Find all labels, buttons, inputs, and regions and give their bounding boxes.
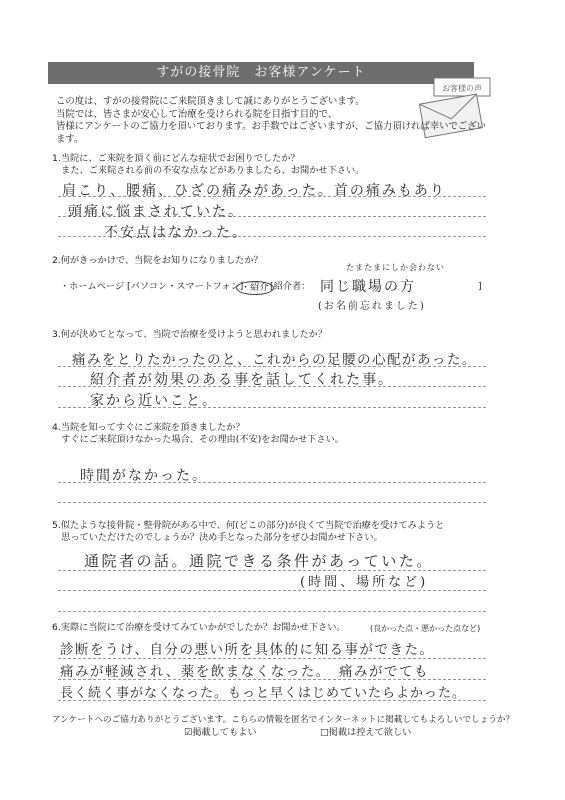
option-homepage: ・ホームページ [パソコン・スマートフォン]: [60, 281, 244, 292]
answer-text: 頭痛に悩まされていた。: [68, 204, 244, 220]
answer-text: 不安点はなかった。: [104, 225, 248, 241]
question-5: [52, 520, 444, 544]
question-text: また、ご来院される前の不安な点などがありましたら、お聞かせ下さい。: [52, 165, 365, 176]
referrer-label: [紹介者：: [270, 281, 311, 292]
referrer-answer: (お名前忘れました): [318, 301, 426, 312]
question-2: 2.何がきっかけで、当院をお知りになりましたか？: [52, 255, 263, 266]
question-text: 5.似たような接骨院・整骨院がある中で、何(どこの部分)が良くて当院で治療を受けてみようと: [52, 520, 445, 531]
answer-text: 痛みが軽減され、薬を飲まなくなった。 痛みがでても: [60, 664, 430, 680]
question-note: (良かった点・悪かった点など): [370, 624, 481, 633]
answer-text: 痛みをとりたかったのと、これからの足腰の心配があった。: [72, 352, 477, 368]
intro-line: 皆様にアンケートのご協力を頂いております。お手数ではございますが、ご協力頂ければ幸いでございます。: [56, 121, 486, 145]
answer-line: [58, 502, 486, 503]
answer-text: (時間、場所など): [300, 575, 429, 590]
question-3: 3.何が決めてとなって、当院で治療を受けようと思われましたか？: [52, 329, 328, 340]
consent-option-no[interactable]: □掲載は控えて欲しい: [320, 727, 412, 738]
question-4: [52, 422, 344, 446]
envelope-label: お客様の声: [442, 84, 482, 93]
referrer-note: たまたまにしか会わない: [346, 263, 445, 272]
question-text: 1.当院に、ご来院を頂く前にどんな症状でお困りでしたか？: [52, 153, 300, 164]
question-text: 4.当院を知ってすぐにご来院を頂きましたか？: [52, 422, 245, 433]
question-text: 思っていただけたのでしょうか？決め手となった部分をぜひお聞かせ下さい。: [52, 532, 383, 543]
answer-text: 肩こり、腰痛、ひざの痛みがあった。首の痛みもあり: [62, 183, 446, 199]
question-1: [52, 153, 492, 177]
question-text: すぐにご来院頂けなかった場合、その理由(不安)をお聞かせ下さい。: [52, 434, 344, 445]
answer-text: 家から近いこと。: [90, 393, 218, 409]
answer-text: 時間がなかった。: [80, 468, 208, 484]
consent-question: アンケートへのご協力ありがとうございます。こちらの情報を匿名でインターネットに掲載してもよろしいでしょうか？: [52, 715, 515, 725]
answer-line: [58, 590, 486, 591]
intro-line: 当院では、皆さまが安心して治療を受けられる院を目指す目的で、: [56, 108, 338, 120]
page-title: すがの接骨院 お客様アンケート: [48, 62, 474, 84]
bracket-close: ]: [478, 281, 482, 292]
answer-line: [58, 611, 486, 612]
consent-option-yes[interactable]: ☑掲載してもよい: [184, 727, 257, 738]
intro-line: この度は、すがの接骨院にご来院頂きまして誠にありがとうございます。: [56, 96, 365, 107]
referrer-answer: 同じ職場の方: [320, 279, 416, 295]
answer-text: 通院者の話。通院できる条件があっていた。: [84, 552, 434, 570]
intro: [56, 96, 486, 146]
answer-text: 長く続く事がなくなった。もっと早くはじめていたらよかった。: [60, 686, 467, 701]
question-6: 6.実際に当院にて治療を受けてみていかがでしたか？お聞かせ下さい。: [52, 622, 346, 633]
option-referral-circled: ・紹介: [236, 281, 274, 295]
answer-text: 紹介者が効果のある事を話してくれた事。: [90, 372, 394, 388]
answer-line: [58, 658, 486, 659]
answer-text: 診断をうけ、自分の悪い所を具体的に知る事ができた。: [60, 642, 435, 658]
